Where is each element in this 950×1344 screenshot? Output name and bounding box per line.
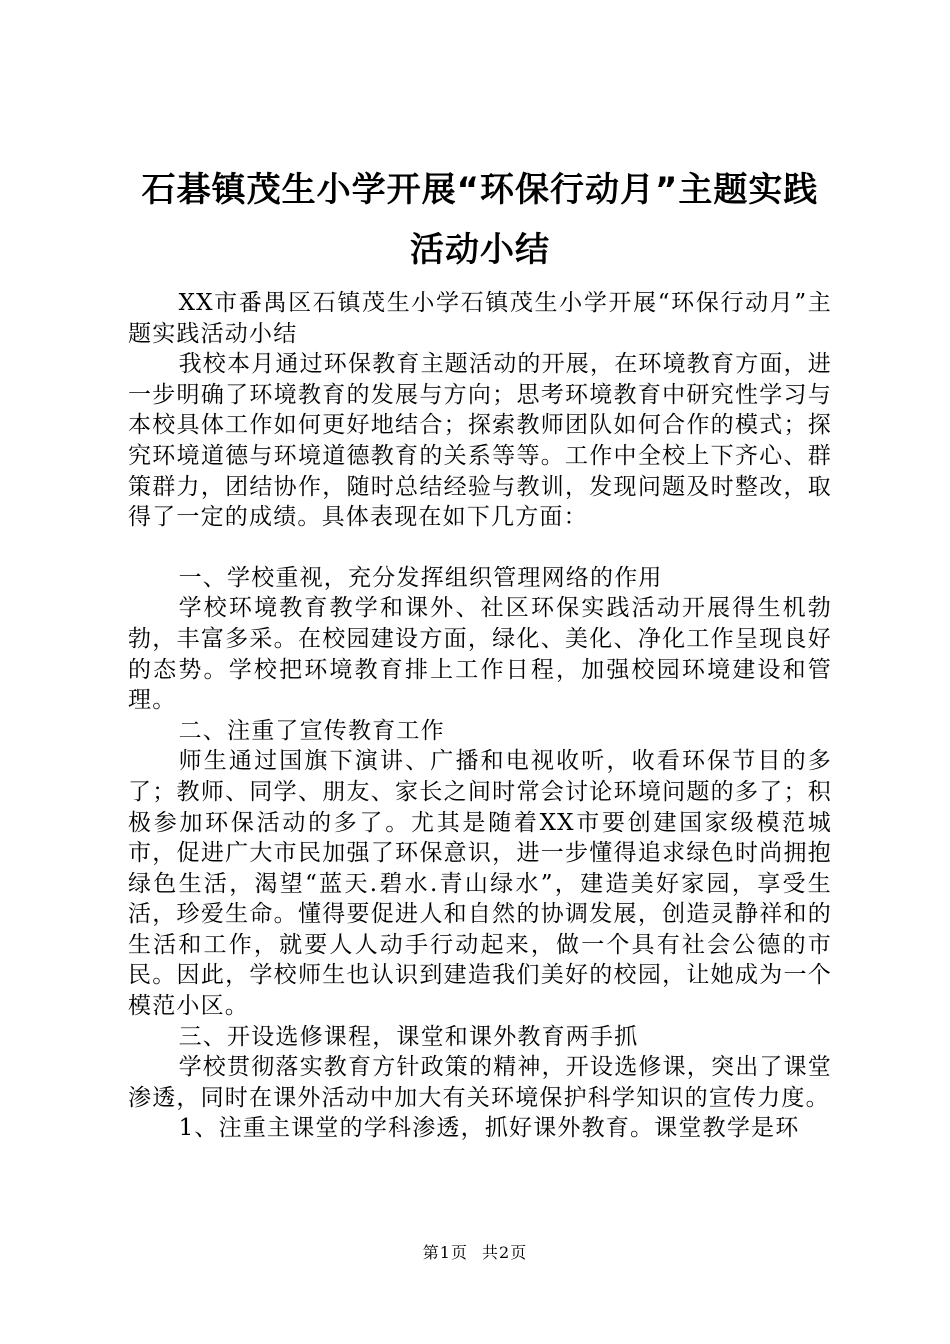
document-body [128,288,832,1144]
page-total: 共2页 [482,1243,528,1262]
section-heading-2: 二、注重了宣传教育工作 [178,717,445,744]
subsection-paragraph-1: 1、注重主课堂的学科渗透，抓好课外教育。课堂教学是环 [178,1115,800,1142]
document-title [128,160,832,280]
page-footer [0,1240,950,1263]
title-line-2: 活动小结 [410,230,550,270]
title-line-1: 石碁镇茂生小学开展“环保行动月”主题实践 [141,170,819,210]
section-heading-3: 三、开设选修课程，课堂和课外教育两手抓 [178,1023,639,1050]
section-heading-1: 一、学校重视，充分发挥组织管理网络的作用 [178,564,663,591]
section-paragraph-3: 学校贯彻落实教育方针政策的精神，开设选修课，突出了课堂渗透，同时在课外活动中加大有关环境保护科学知识的宣传力度。 [128,1054,832,1111]
page-number: 第1页 [422,1243,468,1262]
section-paragraph-2: 师生通过国旗下演讲、广播和电视收听，收看环保节目的多了；教师、同学、朋友、家长之间时常会讨论环境问题的多了；积极参加环保活动的多了。尤其是随着XX市要创建国家级模范城市，促进广大市民加强了环保意识，进一步懂得追求绿色时尚拥抱绿色生活，渴望“蓝天.碧水.青山绿水”，建造美好家园，享受生活，珍爱生命。懂得要促进人和自然的协调发展，创造灵静祥和的生活和工作，就要人人动手行动起来，做一个具有社会公德的市民。因此，学校师生也认识到建造我们美好的校园，让她成为一个模范小区。 [128,748,832,1020]
subtitle-paragraph: XX市番禺区石镇茂生小学石镇茂生小学开展“环保行动月”主题实践活动小结 [128,290,832,347]
section-paragraph-1: 学校环境教育教学和课外、社区环保实践活动开展得生机勃勃，丰富多采。在校园建设方面，绿化、美化、净化工作呈现良好的态势。学校把环境教育排上工作日程，加强校园环境建设和管理。 [128,595,832,714]
intro-paragraph: 我校本月通过环保教育主题活动的开展，在环境教育方面，进一步明确了环境教育的发展与方向；思考环境教育中研究性学习与本校具体工作如何更好地结合；探索教师团队如何合作的模式；探究环境道德与环境道德教育的关系等等。工作中全校上下齐心、群策群力，团结协作，随时总结经验与教训，发现问题及时整改，取得了一定的成绩。具体表现在如下几方面： [128,351,832,531]
